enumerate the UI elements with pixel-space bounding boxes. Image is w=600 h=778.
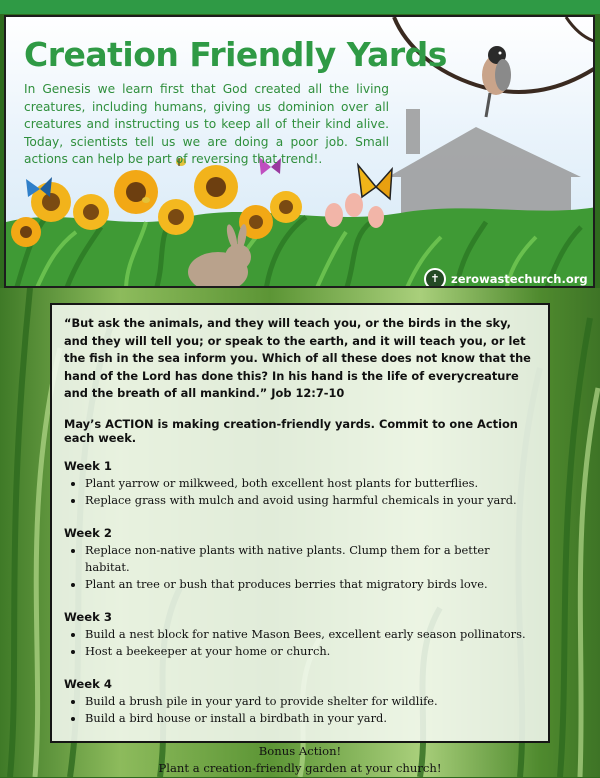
bonus-section <box>64 743 536 778</box>
church-logo-icon: ✝ <box>424 268 446 288</box>
bonus-text: Plant a creation-friendly garden at your church! <box>158 761 442 775</box>
website-badge[interactable] <box>424 268 588 288</box>
week-list <box>64 475 536 509</box>
list-item: • Build a brush pile in your yard to provide shelter for wildlife. <box>85 693 536 710</box>
list-item: • Plant yarrow or milkweed, both excellent host plants for butterflies. <box>85 475 536 492</box>
week-section <box>64 676 536 727</box>
list-item: • Build a bird house or install a birdbath in your yard. <box>85 710 536 727</box>
week-heading: Week 1 <box>64 458 112 473</box>
week-list <box>64 626 536 660</box>
intro-text: In Genesis we learn first that God created all the living creatures, including humans, giving us dominion over all creatures and instructing us to keep all of their kind alive. Today, scientists tell us we are doing a poor job. Small actions can help be part of reversing that trend!. <box>24 82 389 166</box>
week-list <box>64 693 536 727</box>
list-item: • Host a beekeeper at your home or church. <box>85 643 536 660</box>
action-intro: May’s ACTION is making creation-friendly yards. Commit to one Action each week. <box>64 416 518 445</box>
content-panel <box>50 303 550 775</box>
week-section <box>64 525 536 593</box>
list-item: • Replace non-native plants with native plants. Clump them for a better habitat. <box>85 542 536 576</box>
week-section <box>64 609 536 660</box>
week-heading: Week 3 <box>64 609 112 624</box>
bird-icon <box>482 46 511 117</box>
page-title: Creation Friendly Yards <box>24 35 447 74</box>
header-banner <box>4 15 595 288</box>
website-link[interactable]: zerowastechurch.org <box>451 272 588 286</box>
list-item: • Build a nest block for native Mason Bees, excellent early season pollinators. <box>85 626 536 643</box>
top-accent-bar <box>0 0 600 14</box>
bonus-title: Bonus Action! <box>258 743 342 758</box>
butterfly-icon <box>358 165 392 199</box>
scripture-quote: “But ask the animals, and they will teach you, or the birds in the sky, and they will tell you; or speak to the earth, and it will teach you, or let the fish in the sea inform you. Which of all these does not know that the hand of the Lord has done this? In his hand is the life of everycreature and the breath of all mankind.” Job 12:7-10 <box>64 316 531 400</box>
week-section <box>64 458 536 509</box>
week-heading: Week 4 <box>64 676 112 691</box>
list-item: • Replace grass with mulch and avoid using harmful chemicals in your yard. <box>85 492 536 509</box>
week-list <box>64 542 536 593</box>
week-heading: Week 2 <box>64 525 112 540</box>
bee-icon <box>142 197 150 203</box>
list-item: • Plant an tree or bush that produces berries that migratory birds love. <box>85 576 536 593</box>
